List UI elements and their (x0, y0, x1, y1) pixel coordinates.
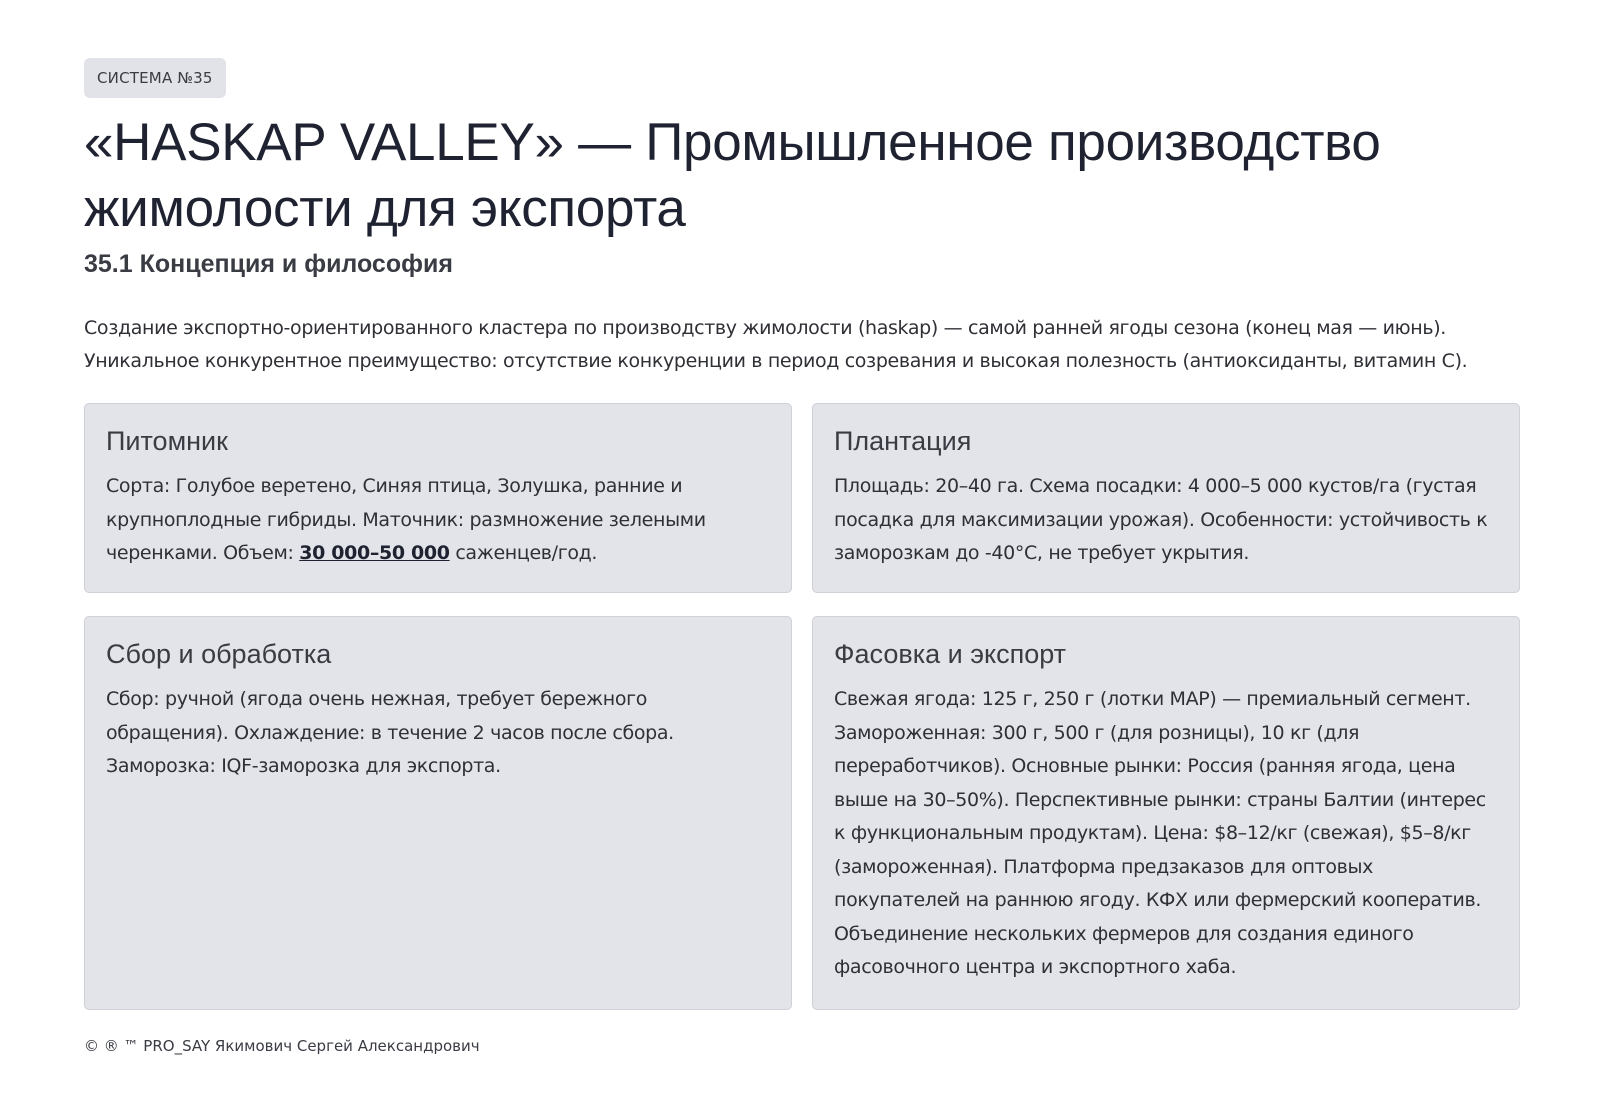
card-title: Питомник (106, 426, 228, 456)
card-title: Сбор и обработка (106, 639, 332, 669)
section-subtitle: 35.1 Концепция и философия (84, 250, 453, 278)
copyright-footer: © ® ™ PRO_SAY Якимович Сергей Александрович (84, 1037, 480, 1055)
page-title-line-2: жимолости для экспорта (84, 179, 686, 238)
page-title-line-1: «HASKAP VALLEY» — Промышленное производство (84, 113, 1381, 172)
card-packing (812, 616, 1520, 1010)
intro-paragraph (84, 312, 1516, 378)
card-text: Площадь: 20–40 га. Схема посадки: 4 000–5 000 кустов/га (густая посадка для максимизации урожая). Особенности: устойчивость к заморозкам до -40°C, не требует укрытия. (834, 475, 1488, 564)
page-title (84, 110, 1516, 242)
card-harvest (84, 616, 792, 1010)
intro-line-2: Уникальное конкурентное преимущество: отсутствие конкуренции в период созревания и высокая полезность (антиоксиданты, витамин С). (84, 350, 1468, 372)
card-text-part: Сорта: Голубое веретено, Синяя птица, Золушка, ранние и крупноплодные гибриды. Маточник: размножение зелеными черенками. Объем: (106, 475, 706, 564)
volume-highlight: 30 000–50 000 (299, 542, 450, 564)
card-text: Сбор: ручной (ягода очень нежная, требует бережного обращения). Охлаждение: в течение 2 часов после сбора. Заморозка: IQF-заморозка для экспорта. (106, 688, 674, 777)
card-title: Плантация (834, 426, 972, 456)
intro-line-1: Создание экспортно-ориентированного кластера по производству жимолости (haskap) — самой ранней ягоды сезона (конец мая — июнь). (84, 317, 1446, 339)
card-plantation (812, 403, 1520, 593)
card-text (106, 470, 770, 571)
system-badge: СИСТЕМА №35 (84, 58, 226, 98)
cards-grid (84, 403, 1520, 1010)
card-title: Фасовка и экспорт (834, 639, 1067, 669)
card-text-part: саженцев/год. (449, 542, 598, 564)
card-nursery (84, 403, 792, 593)
card-text: Свежая ягода: 125 г, 250 г (лотки MAP) — премиальный сегмент. Замороженная: 300 г, 500 г (для розницы), 10 кг (для переработчиков). Основные рынки: Россия (ранняя ягода, цена выше на 30–50%). Перспективные рынки: страны Балтии (интерес к функциональным продуктам). Цена: $8–12/кг (свежая), $5–8/кг (замороженная). Платформа предзаказов для оптовых покупателей на раннюю ягоду. КФХ или фермерский кооператив. Объединение нескольких фермеров для создания единого фасовочного центра и экспортного хаба. (834, 688, 1486, 978)
